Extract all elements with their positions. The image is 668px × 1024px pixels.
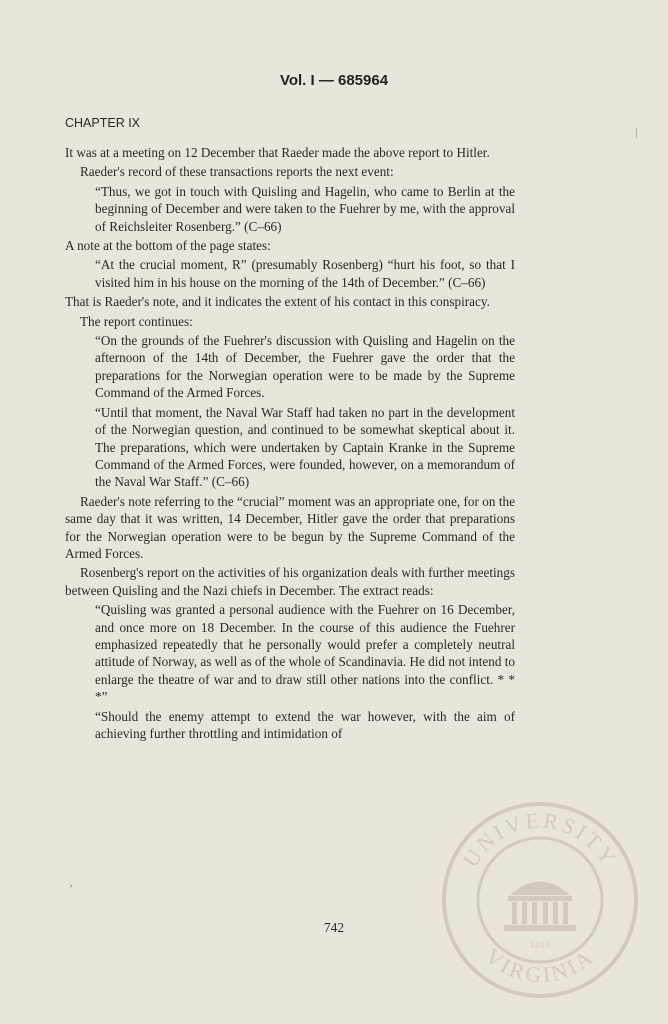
- page-number: 742: [323, 920, 345, 935]
- rotunda-icon: [504, 882, 576, 932]
- body-text: [65, 144, 515, 744]
- block-quote: “Should the enemy attempt to extend the war however, with the aim of achieving further throttling and intimidation of: [95, 708, 515, 741]
- paragraph: That is Raeder's note, and it indicates the extent of his contact in this conspiracy.: [65, 294, 490, 310]
- block-quote: “Quisling was granted a personal audience with the Fuehrer on 16 December, and once more on 18 December. In the course of this audience the Fuehrer emphasized repeatedly that he personally would prefer a completely neutral attitude of Norway, as well as of the whole of Scandinavia. He did not intend to enlarge the theatre of war and to draw still other nations into the conflict. * * *”: [95, 602, 515, 705]
- university-seal-watermark: [440, 800, 640, 1000]
- paper-mark: [636, 128, 637, 138]
- paragraph: It was at a meeting on 12 December that Raeder made the above report to Hitler.: [65, 145, 490, 160]
- seal-year: 1819: [530, 940, 550, 951]
- block-quote: “Thus, we got in touch with Quisling and Hagelin, who came to Berlin at the beginning of December and were taken to the Fuehrer by me, with the approval of Reichsleiter Rosenberg.” (C–66): [95, 183, 515, 234]
- paragraph: Rosenberg's report on the activities of his organization deals with further meetings between Quisling and the Nazi chiefs in December. The extract reads:: [65, 565, 515, 598]
- paragraph: Raeder's note referring to the “crucial” moment was an appropriate one, for on the same day that it was written, 14 December, Hitler gave the order that preparations for the Norwegian operation were to be begun by the Supreme Command of the Armed Forces.: [65, 493, 515, 561]
- block-quote: “On the grounds of the Fuehrer's discussion with Quisling and Hagelin on the afternoon of the 14th of December, the Fuehrer gave the order that the preparations for the Norwegian operation were to be made by the Supreme Command of the Armed Forces.: [95, 333, 515, 401]
- seal-bottom-text: VIRGINIA: [480, 943, 600, 988]
- margin-mark: ,: [70, 878, 73, 889]
- paragraph: Raeder's record of these transactions reports the next event:: [80, 164, 394, 180]
- volume-header: Vol. I — 685964: [279, 72, 389, 89]
- paragraph: A note at the bottom of the page states:: [65, 238, 271, 254]
- block-quote: “Until that moment, the Naval War Staff had taken no part in the development of the Norwegian question, and continued to be somewhat skeptical about it. The preparations, which were undertaken by Captain Kranke in the Supreme Command of the Armed Forces, were founded, however, on a memorandum of the Naval War Staff.” (C–66): [95, 404, 515, 490]
- paragraph: The report continues:: [80, 313, 193, 329]
- seal-top-text: UNIVERSITY: [457, 807, 623, 872]
- block-quote: “At the crucial moment, R” (presumably Rosenberg) “hurt his foot, so that I visited him in his house on the morning of the 14th of December.” (C–66): [95, 257, 515, 290]
- chapter-heading: CHAPTER IX: [65, 116, 141, 130]
